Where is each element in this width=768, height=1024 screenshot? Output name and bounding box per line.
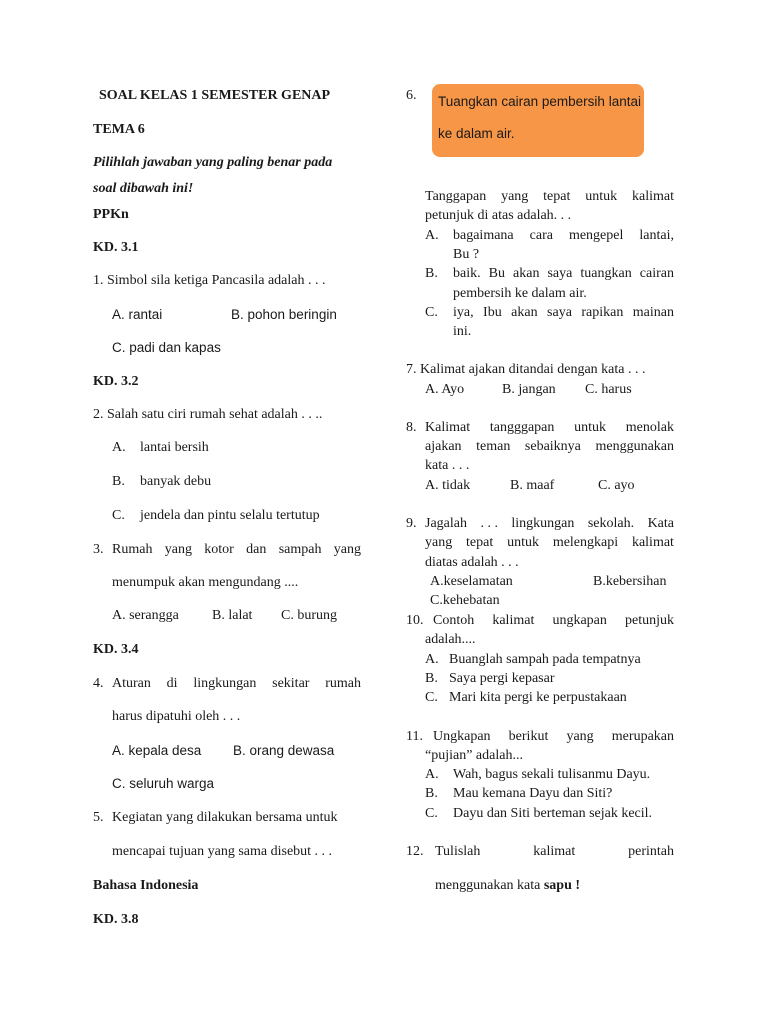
word: Aturan: [112, 676, 151, 691]
word: cara: [529, 228, 553, 243]
instruction-line-1: Pilihlah jawaban yang paling benar pada: [93, 155, 333, 170]
question-9-number: 9.: [406, 516, 417, 531]
word: mainan: [632, 305, 674, 320]
word: . . .: [480, 516, 498, 531]
word: kalimat: [533, 844, 576, 859]
question-9-line-3: diatas adalah . . .: [425, 555, 519, 570]
word: menolak: [625, 420, 674, 435]
question-4-line-1: [112, 676, 361, 692]
callout-line-1: [438, 94, 641, 110]
question-6-option-c-line-1: [453, 305, 674, 321]
word: tuangkan: [580, 266, 632, 281]
word: untuk: [574, 420, 607, 435]
word: yang: [425, 535, 453, 550]
question-12-line-2-text: menggunakan kata: [435, 878, 544, 893]
question-8-line-2: [425, 439, 674, 455]
question-7-option-b: B. jangan: [502, 382, 556, 397]
question-10-option-a: Buanglah sampah pada tempatnya: [449, 652, 641, 667]
word: sampah: [278, 542, 322, 557]
question-9-option-a: A.keselamatan: [430, 574, 513, 589]
question-4-line-2: harus dipatuhi oleh . . .: [112, 709, 241, 724]
question-11-option-c: Dayu dan Siti berteman sejak kecil.: [453, 806, 653, 821]
word: menggunakan: [595, 439, 674, 454]
question-3-option-a: A. serangga: [112, 608, 179, 623]
word: bagaimana: [453, 228, 514, 243]
word: berikut: [508, 729, 549, 744]
question-10-line-1: [433, 613, 674, 629]
word: cairan: [501, 94, 539, 109]
question-10-number: 10.: [406, 613, 424, 628]
question-10-option-b: Saya pergi kepasar: [449, 671, 555, 686]
page-title: SOAL KELAS 1 SEMESTER GENAP: [99, 88, 331, 103]
word: Jagalah: [425, 516, 467, 531]
question-10-line-2: adalah....: [425, 632, 476, 647]
word: tepat: [543, 189, 571, 204]
question-6-option-a-line-2: Bu ?: [453, 247, 480, 262]
question-6-prompt-line-1: [425, 189, 674, 205]
word: yang: [501, 189, 529, 204]
section-heading-bahasa-indonesia: Bahasa Indonesia: [93, 878, 199, 893]
question-1-text: 1. Simbol sila ketiga Pancasila adalah . . .: [93, 273, 326, 288]
kd-heading-3-2: KD. 3.2: [93, 374, 139, 389]
question-12-line-1: [435, 844, 674, 860]
word: Kalimat: [425, 420, 471, 435]
word: pembersih: [541, 94, 605, 109]
word: Tanggapan: [425, 189, 487, 204]
question-6-option-a-line-1: [453, 228, 674, 244]
word: rumah: [325, 676, 361, 691]
question-10-letter-c: C.: [425, 690, 438, 705]
question-2-option-c: jendela dan pintu selalu tertutup: [140, 508, 320, 523]
question-5-line-1: Kegiatan yang dilakukan bersama untuk: [112, 810, 338, 825]
question-8-line-3: kata . . .: [425, 458, 470, 473]
question-4-option-a: A. kepala desa: [112, 743, 202, 758]
question-2-letter-a: A.: [112, 440, 126, 455]
question-3-option-b: B. lalat: [212, 608, 253, 623]
word: Ungkapan: [433, 729, 491, 744]
theme-label: TEMA 6: [93, 122, 145, 137]
question-11-line-1: [433, 729, 674, 745]
word: kalimat: [631, 189, 674, 204]
question-10-letter-a: A.: [425, 652, 439, 667]
word: tepat: [466, 535, 494, 550]
word: yang: [566, 729, 594, 744]
question-10-letter-b: B.: [425, 671, 438, 686]
word: untuk: [585, 189, 618, 204]
question-11-line-2: “pujian” adalah...: [425, 748, 523, 763]
instruction-callout-box: [432, 84, 644, 157]
word: kalimat: [631, 535, 674, 550]
question-11-option-a: Wah, bagus sekali tulisanmu Dayu.: [453, 767, 651, 782]
question-11-letter-b: B.: [425, 786, 438, 801]
question-8-option-b: B. maaf: [510, 478, 555, 493]
section-heading-ppkn: PPKn: [93, 207, 129, 222]
word: petunjuk: [625, 613, 674, 628]
question-4-number: 4.: [93, 676, 104, 691]
question-11-letter-c: C.: [425, 806, 438, 821]
kd-heading-3-8: KD. 3.8: [93, 912, 139, 927]
question-7-option-a: A. Ayo: [425, 382, 465, 397]
word: yang: [164, 542, 192, 557]
word: saya: [547, 305, 572, 320]
question-2-option-b: banyak debu: [140, 474, 212, 489]
word: Tuangkan: [438, 94, 498, 109]
word: melengkapi: [552, 535, 619, 550]
word: lantai: [608, 94, 641, 109]
word: baik.: [453, 266, 481, 281]
question-1-option-a: A. rantai: [112, 307, 163, 322]
question-8-option-a: A. tidak: [425, 478, 471, 493]
question-4-option-c: C. seluruh warga: [112, 776, 215, 791]
word: rapikan: [581, 305, 624, 320]
question-12-line-2: [435, 878, 580, 894]
kd-heading-3-4: KD. 3.4: [93, 642, 139, 657]
word: Kata: [647, 516, 674, 531]
question-3-line-2: menumpuk akan mengundang ....: [112, 575, 299, 590]
question-12-keyword: sapu !: [543, 878, 581, 893]
question-6-letter-c: C.: [425, 305, 438, 320]
question-6-option-c-line-2: ini.: [453, 324, 472, 339]
word: perintah: [628, 844, 674, 859]
word: sebaiknya: [524, 439, 581, 454]
word: ajakan: [425, 439, 462, 454]
word: kotor: [204, 542, 234, 557]
instruction-line-2: soal dibawah ini!: [93, 181, 194, 196]
kd-heading-3-1: KD. 3.1: [93, 240, 139, 255]
question-5-line-2: mencapai tujuan yang sama disebut . . .: [112, 844, 333, 859]
question-8-line-1: [425, 420, 674, 436]
question-9-option-c: C.kehebatan: [430, 593, 500, 608]
word: untuk: [507, 535, 539, 550]
question-7-option-c: C. harus: [585, 382, 632, 397]
word: merupakan: [611, 729, 674, 744]
word: akan: [513, 266, 540, 281]
question-2-letter-c: C.: [112, 508, 125, 523]
word: mengepel: [568, 228, 624, 243]
word: akan: [511, 305, 538, 320]
question-11-letter-a: A.: [425, 767, 439, 782]
question-9-line-2: [425, 535, 674, 551]
question-1-option-b: B. pohon beringin: [231, 307, 337, 322]
question-8-option-c: C. ayo: [598, 478, 635, 493]
word: lantai,: [639, 228, 674, 243]
callout-line-2: ke dalam air.: [438, 126, 515, 141]
word: dan: [246, 542, 267, 557]
question-4-option-b: B. orang dewasa: [233, 743, 335, 758]
question-1-option-c: C. padi dan kapas: [112, 340, 221, 355]
question-12-number: 12.: [406, 844, 424, 859]
question-7-text: 7. Kalimat ajakan ditandai dengan kata . . .: [406, 362, 646, 377]
word: yang: [333, 542, 361, 557]
word: teman: [476, 439, 511, 454]
question-6-number: 6.: [406, 88, 417, 103]
word: saya: [547, 266, 573, 281]
word: kalimat: [492, 613, 535, 628]
word: Contoh: [433, 613, 475, 628]
word: lingkungan: [511, 516, 575, 531]
question-6-letter-b: B.: [425, 266, 438, 281]
question-3-line-1: [112, 542, 361, 558]
word: sekitar: [272, 676, 310, 691]
question-6-option-b-line-2: pembersih ke dalam air.: [453, 286, 587, 301]
question-6-prompt-line-2: petunjuk di atas adalah. . .: [425, 208, 572, 223]
word: Ibu: [483, 305, 502, 320]
word: cairan: [639, 266, 674, 281]
question-8-number: 8.: [406, 420, 417, 435]
question-3-number: 3.: [93, 542, 104, 557]
question-9-option-b: B.kebersihan: [593, 574, 667, 589]
question-10-option-c: Mari kita pergi ke perpustakaan: [449, 690, 627, 705]
question-5-number: 5.: [93, 810, 104, 825]
question-2-option-a: lantai bersih: [140, 440, 209, 455]
word: lingkungan: [193, 676, 257, 691]
word: Tulislah: [435, 844, 481, 859]
word: Bu: [488, 266, 505, 281]
word: iya,: [453, 305, 474, 320]
question-9-line-1: [425, 516, 674, 532]
word: di: [166, 676, 178, 691]
question-11-option-b: Mau kemana Dayu dan Siti?: [453, 786, 613, 801]
question-2-text: 2. Salah satu ciri rumah sehat adalah . . ..: [93, 407, 323, 422]
question-6-letter-a: A.: [425, 228, 439, 243]
word: sekolah.: [587, 516, 635, 531]
question-11-number: 11.: [406, 729, 423, 744]
word: Rumah: [112, 542, 153, 557]
word: ungkapan: [552, 613, 607, 628]
question-2-letter-b: B.: [112, 474, 125, 489]
question-3-option-c: C. burung: [281, 608, 337, 623]
word: tangggapan: [489, 420, 555, 435]
question-6-option-b-line-1: [453, 266, 674, 282]
